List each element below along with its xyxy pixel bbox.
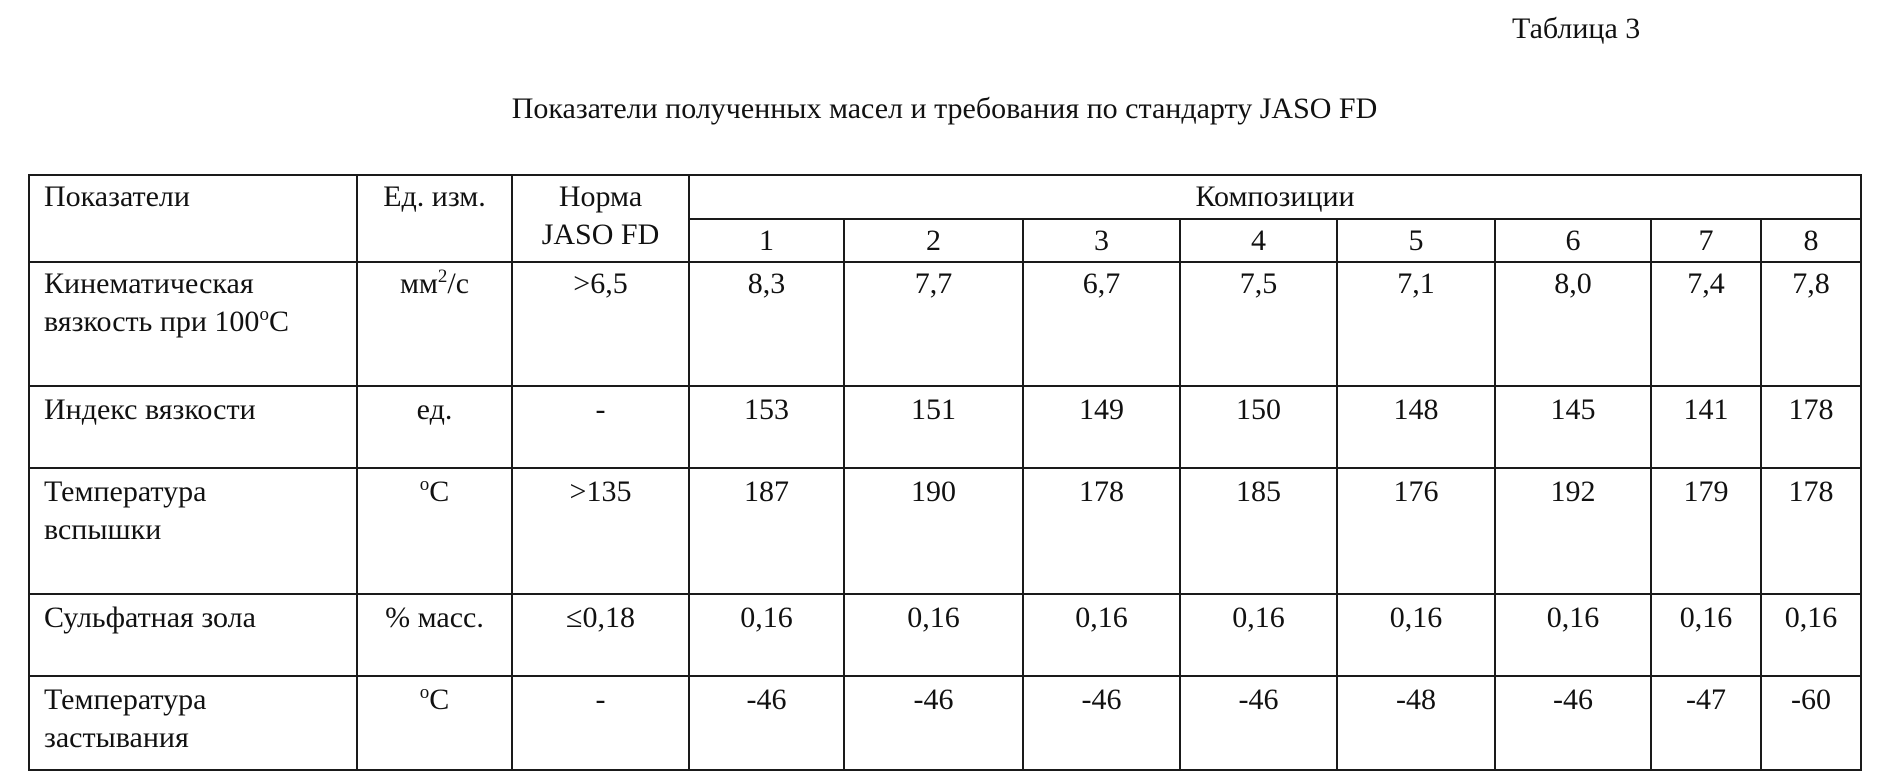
row-indicator-unit-letter: C — [268, 304, 289, 338]
table-cell: 187 — [689, 468, 844, 594]
degree-superscript: o — [259, 303, 269, 325]
table-cell: 7,8 — [1761, 262, 1861, 386]
composition-number: 1 — [689, 219, 844, 263]
row-norm: ≤0,18 — [512, 594, 689, 676]
table-cell: 185 — [1180, 468, 1337, 594]
table-cell: -46 — [689, 676, 844, 770]
table-cell: 148 — [1337, 386, 1495, 468]
table-cell: 178 — [1023, 468, 1180, 594]
table-cell: 8,3 — [689, 262, 844, 386]
composition-number: 4 — [1180, 219, 1337, 263]
table-row — [29, 594, 1861, 676]
header-unit: Ед. изм. — [357, 175, 512, 262]
composition-number: 7 — [1651, 219, 1761, 263]
composition-number: 8 — [1761, 219, 1861, 263]
header-row-top — [29, 175, 1861, 219]
row-indicator-line2: застывания — [44, 720, 189, 754]
degree-superscript: o — [419, 682, 430, 703]
table-row — [29, 676, 1861, 770]
composition-number: 6 — [1495, 219, 1651, 263]
row-indicator — [29, 676, 357, 770]
unit-suffix: C — [429, 475, 450, 508]
table-caption: Показатели полученных масел и требования по стандарту JASO FD — [511, 92, 1378, 125]
table-number: Таблица 3 — [1512, 12, 1641, 45]
table-cell: 150 — [1180, 386, 1337, 468]
table-cell: 153 — [689, 386, 844, 468]
unit-suffix: C — [429, 683, 450, 716]
table-cell: 0,16 — [1180, 594, 1337, 676]
table-cell: 176 — [1337, 468, 1495, 594]
table-cell: 6,7 — [1023, 262, 1180, 386]
table-cell: 7,7 — [844, 262, 1023, 386]
row-unit — [357, 676, 512, 770]
table-cell: 178 — [1761, 468, 1861, 594]
unit-base: мм — [399, 267, 438, 300]
table-row — [29, 262, 1861, 386]
header-norm-line1: Норма — [558, 180, 643, 213]
table-cell: 179 — [1651, 468, 1761, 594]
table-cell: -60 — [1761, 676, 1861, 770]
unit-superscript: 2 — [437, 266, 448, 287]
table-cell: 7,5 — [1180, 262, 1337, 386]
table-cell: 0,16 — [1023, 594, 1180, 676]
table-cell: 7,1 — [1337, 262, 1495, 386]
row-indicator-line2: вспышки — [44, 512, 162, 546]
composition-number: 5 — [1337, 219, 1495, 263]
row-norm: >6,5 — [512, 262, 689, 386]
table-cell: 0,16 — [1761, 594, 1861, 676]
row-indicator: Сульфатная зола — [29, 594, 357, 676]
row-unit — [357, 468, 512, 594]
composition-number: 3 — [1023, 219, 1180, 263]
header-norm-line2: JASO FD — [541, 217, 660, 251]
row-indicator: Индекс вязкости — [29, 386, 357, 468]
row-norm: >135 — [512, 468, 689, 594]
header-indicator: Показатели — [29, 175, 357, 262]
row-indicator — [29, 468, 357, 594]
row-unit — [357, 262, 512, 386]
table-cell: -47 — [1651, 676, 1761, 770]
table-cell: -46 — [1495, 676, 1651, 770]
row-norm: - — [512, 386, 689, 468]
row-indicator-text: вязкость при 100 — [44, 304, 260, 338]
properties-table — [28, 174, 1862, 771]
table-cell: 8,0 — [1495, 262, 1651, 386]
table-cell: 192 — [1495, 468, 1651, 594]
table-cell: 0,16 — [1495, 594, 1651, 676]
table-cell: 0,16 — [844, 594, 1023, 676]
row-indicator-line2 — [44, 303, 348, 341]
table-cell: 0,16 — [1337, 594, 1495, 676]
row-indicator-line1: Кинематическая — [44, 267, 254, 300]
table-cell: 151 — [844, 386, 1023, 468]
table-cell: 190 — [844, 468, 1023, 594]
table-cell: -46 — [1023, 676, 1180, 770]
table-cell: 0,16 — [1651, 594, 1761, 676]
header-compositions: Композиции — [689, 175, 1861, 219]
row-indicator — [29, 262, 357, 386]
table-cell: 178 — [1761, 386, 1861, 468]
row-unit: ед. — [357, 386, 512, 468]
table-cell: 145 — [1495, 386, 1651, 468]
table-cell: -46 — [844, 676, 1023, 770]
table-cell: -46 — [1180, 676, 1337, 770]
table-cell: 141 — [1651, 386, 1761, 468]
row-unit: % масс. — [357, 594, 512, 676]
composition-number: 2 — [844, 219, 1023, 263]
row-indicator-line1: Температура — [44, 475, 207, 508]
table-cell: 0,16 — [689, 594, 844, 676]
table-cell: 7,4 — [1651, 262, 1761, 386]
row-norm: - — [512, 676, 689, 770]
table-row — [29, 468, 1861, 594]
header-norm — [512, 175, 689, 262]
degree-superscript: o — [419, 474, 430, 495]
row-indicator-line1: Температура — [44, 683, 207, 716]
table-cell: 149 — [1023, 386, 1180, 468]
table-cell: -48 — [1337, 676, 1495, 770]
unit-suffix: /с — [447, 267, 470, 300]
table-row — [29, 386, 1861, 468]
